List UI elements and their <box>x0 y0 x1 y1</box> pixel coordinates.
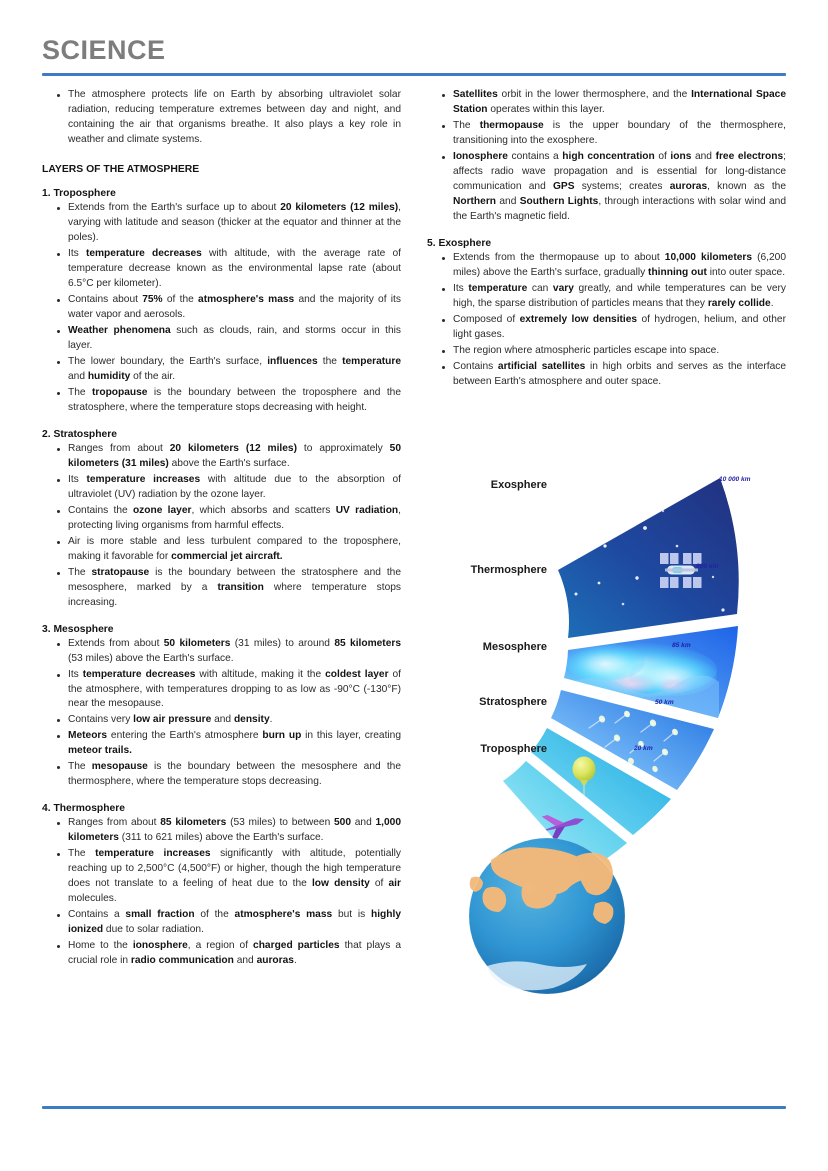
list-item: Weather phenomena such as clouds, rain, and storms occur in this layer. <box>57 324 401 354</box>
list-item: The atmosphere protects life on Earth by absorbing ultraviolet solar radiation, reducing temperature extremes between day and night, and containing the air that organisms breathe. It also plays a key role in weather and climate systems. <box>57 88 401 148</box>
exosphere-bullet-list <box>427 251 786 390</box>
list-item: Ranges from about 20 kilometers (12 miles) to approximately 50 kilometers (31 miles) above the Earth's surface. <box>57 442 401 472</box>
list-item: Satellites orbit in the lower thermosphere, and the International Space Station operates within this layer. <box>442 88 786 118</box>
diagram-altitude-label: 50 km <box>655 698 674 706</box>
intro-block <box>42 88 401 148</box>
list-item: Air is more stable and less turbulent compared to the troposphere, making it favorable for commercial jet aircraft. <box>57 535 401 565</box>
left-column <box>42 88 401 998</box>
layers-heading: LAYERS OF THE ATMOSPHERE <box>42 163 200 175</box>
list-item: Its temperature can vary greatly, and while temperatures can be very high, the sparse distribution of particles means that they rarely collide. <box>442 282 786 312</box>
list-item: Its temperature decreases with altitude, making it the coldest layer of the atmosphere, with temperatures dropping to as low as -90°C (-130°F) near the mesopause. <box>57 668 401 713</box>
layer-section-bullets <box>42 816 401 969</box>
diagram-altitude-label: 85 km <box>672 641 691 649</box>
diagram-layer-label: Stratosphere <box>479 695 547 708</box>
list-item: Extends from the Earth's surface up to about 20 kilometers (12 miles), varying with latitude and season (thicker at the equator and thinner at the poles). <box>57 201 401 246</box>
exosphere-wedge <box>558 478 739 638</box>
content-columns <box>42 88 786 998</box>
header-accent-rule <box>42 73 786 76</box>
list-item: Composed of extremely low densities of hydrogen, helium, and other light gases. <box>442 313 786 343</box>
list-item: Meteors entering the Earth's atmosphere burn up in this layer, creating meteor trails. <box>57 729 401 759</box>
list-item: The region where atmospheric particles escape into space. <box>442 344 786 359</box>
list-item: Contains a small fraction of the atmosphere's mass but is highly ionized due to solar radiation. <box>57 908 401 938</box>
diagram-layer-label: Thermosphere <box>470 563 547 576</box>
diagram-altitude-label: 10 000 km <box>719 475 751 483</box>
layers-heading-block <box>42 164 401 175</box>
list-item: Extends from the thermopause up to about 10,000 kilometers (6,200 miles) above the Earth's surface, gradually thinning out into outer space. <box>442 251 786 281</box>
layer-section-heading: 3. Mesosphere <box>42 623 114 635</box>
list-item: Extends from about 50 kilometers (31 miles) to around 85 kilometers (53 miles) above the Earth's surface. <box>57 637 401 667</box>
list-item: The mesopause is the boundary between the mesosphere and the thermosphere, where the temperature stops decreasing. <box>57 760 401 790</box>
layer-section <box>42 188 401 416</box>
thermosphere-continuation-list <box>427 88 786 225</box>
list-item: Its temperature increases with altitude due to the absorption of ultraviolet (UV) radiation by the ozone layer. <box>57 473 401 503</box>
intro-bullet-list <box>42 88 401 148</box>
layer-section-bullets <box>42 442 401 611</box>
list-item: The lower boundary, the Earth's surface, influences the temperature and humidity of the air. <box>57 355 401 385</box>
layer-section-heading: 4. Thermosphere <box>42 803 125 815</box>
layer-section-bullets <box>42 637 401 791</box>
layer-section <box>42 803 401 969</box>
layer-section <box>42 429 401 611</box>
list-item: The stratopause is the boundary between the stratosphere and the mesosphere, marked by a transition where temperature stops increasing. <box>57 566 401 611</box>
diagram-layer-labels <box>427 418 547 998</box>
list-item: Home to the ionosphere, a region of charged particles that plays a crucial role in radio communication and auroras. <box>57 939 401 969</box>
page-title: SCIENCE <box>42 35 166 65</box>
exosphere-heading: 5. Exosphere <box>427 237 492 249</box>
diagram-layer-label: Exosphere <box>490 478 547 491</box>
list-item: The temperature increases significantly with altitude, potentially reaching up to 2,500°C (4,500°F) or higher, though the high temperature does not translate to a feeling of heat due to the low density of air molecules. <box>57 847 401 907</box>
diagram-altitude-label: 20 km <box>634 744 653 752</box>
diagram-altitude-label: 690 km <box>696 562 719 570</box>
exosphere-block <box>427 238 786 390</box>
list-item: The tropopause is the boundary between the troposphere and the stratosphere, where the temperature stops decreasing with height. <box>57 386 401 416</box>
list-item: Contains the ozone layer, which absorbs and scatters UV radiation, protecting living organisms from harmful effects. <box>57 504 401 534</box>
footer-accent-rule <box>42 1106 786 1109</box>
right-column <box>427 88 786 998</box>
sections-container <box>42 188 401 969</box>
list-item: Its temperature decreases with altitude, with the average rate of temperature decrease known as the environmental lapse rate (about 6.5°C per kilometer). <box>57 247 401 292</box>
list-item: Ionosphere contains a high concentration of ions and free electrons; affects radio wave propagation and is essential for long-distance communication and GPS systems; creates auroras, known as the Northern and Southern Lights, through interactions with solar wind and the Earth's magnetic field. <box>442 150 786 225</box>
thermosphere-continuation-block <box>427 88 786 225</box>
layer-section-heading: 2. Stratosphere <box>42 428 117 440</box>
list-item: Contains about 75% of the atmosphere's mass and the majority of its water vapor and aerosols. <box>57 293 401 323</box>
page-header <box>42 36 786 76</box>
list-item: Contains very low air pressure and density. <box>57 713 401 728</box>
list-item: The thermopause is the upper boundary of the thermosphere, transitioning into the exosphere. <box>442 119 786 149</box>
diagram-layer-label: Troposphere <box>480 742 547 755</box>
layer-section-bullets <box>42 201 401 416</box>
layer-section-heading: 1. Troposphere <box>42 187 116 199</box>
layer-section <box>42 624 401 791</box>
list-item: Ranges from about 85 kilometers (53 miles) to between 500 and 1,000 kilometers (311 to 621 miles) above the Earth's surface. <box>57 816 401 846</box>
atmosphere-layers-diagram <box>427 418 786 998</box>
list-item: Contains artificial satellites in high orbits and serves as the interface between Earth's atmosphere and outer space. <box>442 360 786 390</box>
diagram-layer-label: Mesosphere <box>482 640 547 653</box>
